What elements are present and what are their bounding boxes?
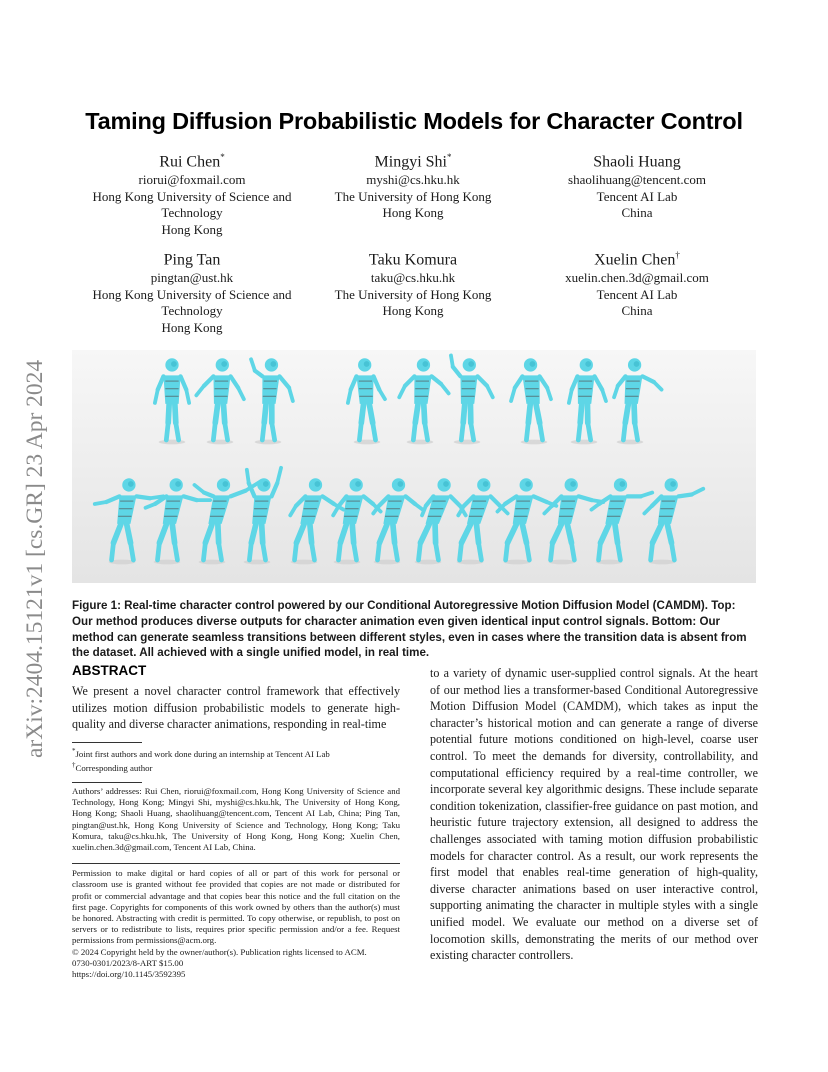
author-affiliation: The University of Hong Kong	[334, 286, 492, 302]
author-name: Mingyi Shi*	[374, 152, 452, 171]
author-name: Xuelin Chen†	[594, 250, 680, 269]
author-country: China	[621, 205, 653, 221]
author-affiliation: The University of Hong Kong	[334, 188, 492, 204]
doi-link[interactable]: https://doi.org/10.1145/3592395	[72, 969, 186, 980]
author-country: Hong Kong	[382, 205, 444, 221]
author-block	[298, 246, 528, 320]
arxiv-identifier-stamp	[12, 290, 52, 760]
author-email: taku@cs.hku.hk	[370, 270, 456, 286]
author-email: shaolihuang@tencent.com	[568, 172, 706, 188]
author-name: Taku Komura	[368, 251, 458, 269]
author-block	[77, 246, 307, 336]
paper-title: Taming Diffusion Probabilistic Models for Character Control	[85, 108, 743, 134]
author-email: myshi@cs.hku.hk	[366, 172, 460, 188]
author-block	[522, 148, 752, 222]
author-affiliation: Tencent AI Lab	[596, 188, 678, 204]
abstract-heading: ABSTRACT	[72, 663, 147, 678]
left-column	[72, 663, 400, 980]
teaser-figure	[72, 350, 756, 583]
footnote-divider	[72, 782, 142, 783]
right-column	[430, 665, 758, 964]
author-block	[298, 148, 528, 222]
author-block	[522, 246, 752, 320]
author-affiliation: Hong Kong University of Science and Technology	[92, 188, 292, 221]
author-country: China	[621, 303, 653, 319]
author-affiliation: Tencent AI Lab	[596, 286, 678, 302]
character-animation-image	[72, 350, 756, 583]
issn-line: 0730-0301/2023/8-ART $15.00	[72, 957, 184, 968]
author-name: Shaoli Huang	[593, 153, 681, 171]
author-name: Rui Chen*	[159, 152, 225, 171]
footnote-divider	[72, 742, 142, 743]
copyright-line: © 2024 Copyright held by the owner/author(s). Publication rights licensed to ACM.	[72, 946, 367, 957]
permission-notice: Permission to make digital or hard copies of all or part of this work for personal or classroom use is granted without fee provided that copies are not made or distributed for profit or commercial advantage and that copies bear this notice and the full citation on the first page. Copyrights for components of this work owned by others than the author(s) must be honored. Abstracting with credit is permitted. To copy otherwise, or republish, to post on servers or to redistribute to lists, requires prior specific permission and/or a fee. Request permissions from permissions@acm.org.	[72, 868, 400, 946]
abstract-text-left: We present a novel character control framework that effectively utilizes motion diffusion probabilistic models to generate high-quality and diverse character animations, responding in real-time	[72, 684, 400, 732]
footnote-corresponding: †Corresponding author	[72, 760, 153, 773]
abstract-text-right: to a variety of dynamic user-supplied control signals. At the heart of our method lies a transformer-based Conditional Autoregressive Motion Diffusion Model (CAMDM), which takes as input the character’s historical motion and can generate a range of diverse potential future motions conditioned on high-level, coarse user control. To meet the demands for diversity, controllability, and computational efficiency required by a real-time controller, we incorporate several key algorithmic designs. These include separate condition tokenization, classifier-free guidance on past motion, and heuristic future trajectory extension, all designed to address the challenges associated with taming motion diffusion probabilistic models for character control. As a result, our work represents the first model that enables real-time generation of high-quality, diverse character animations based on user interactive control, supporting animating the character in multiple styles with a single unified model. We evaluate our method on a diverse set of locomotion skills, demonstrating the merits of our method over existing character controllers.	[430, 666, 758, 963]
authors-addresses: Authors’ addresses: Rui Chen, riorui@foxmail.com, Hong Kong University of Science and Technology, Hong Kong; Mingyi Shi, myshi@cs.hku.hk, The University of Hong Kong, Hong Kong; Shaoli Huang, shaolihuang@tencent.com, Tencent AI Lab, China; Ping Tan, pingtan@ust.hk, Hong Kong University of Science and Technology, Hong Kong; Taku Komura, taku@cs.hku.hk, The University of Hong Kong, Hong Kong; Xuelin Chen, xuelin.chen.3d@gmail.com, Tencent AI Lab, China.	[72, 786, 400, 853]
permission-divider	[72, 863, 400, 864]
author-country: Hong Kong	[161, 221, 223, 237]
author-email: xuelin.chen.3d@gmail.com	[565, 270, 709, 286]
author-affiliation: Hong Kong University of Science and Technology	[92, 286, 292, 319]
author-email: pingtan@ust.hk	[150, 270, 234, 286]
footnote-joint-authors: *Joint first authors and work done during an internship at Tencent AI Lab	[72, 746, 330, 759]
arxiv-id-text: arXiv:2404.15121v1 [cs.GR] 23 Apr 2024	[22, 359, 48, 758]
author-block	[77, 148, 307, 238]
author-country: Hong Kong	[161, 319, 223, 335]
author-email: riorui@foxmail.com	[138, 172, 246, 188]
figure-caption: Figure 1: Real-time character control powered by our Conditional Autoregressive Motion Diffusion Model (CAMDM). Top: Our method produces diverse outputs for character animation even given identical input control signals. Bottom: Our method can generate seamless transitions between different styles, even in cases where the transition data is absent from the dataset. All achieved with a single unified model, in real time.	[72, 599, 747, 660]
author-name: Ping Tan	[163, 251, 221, 269]
author-country: Hong Kong	[382, 303, 444, 319]
